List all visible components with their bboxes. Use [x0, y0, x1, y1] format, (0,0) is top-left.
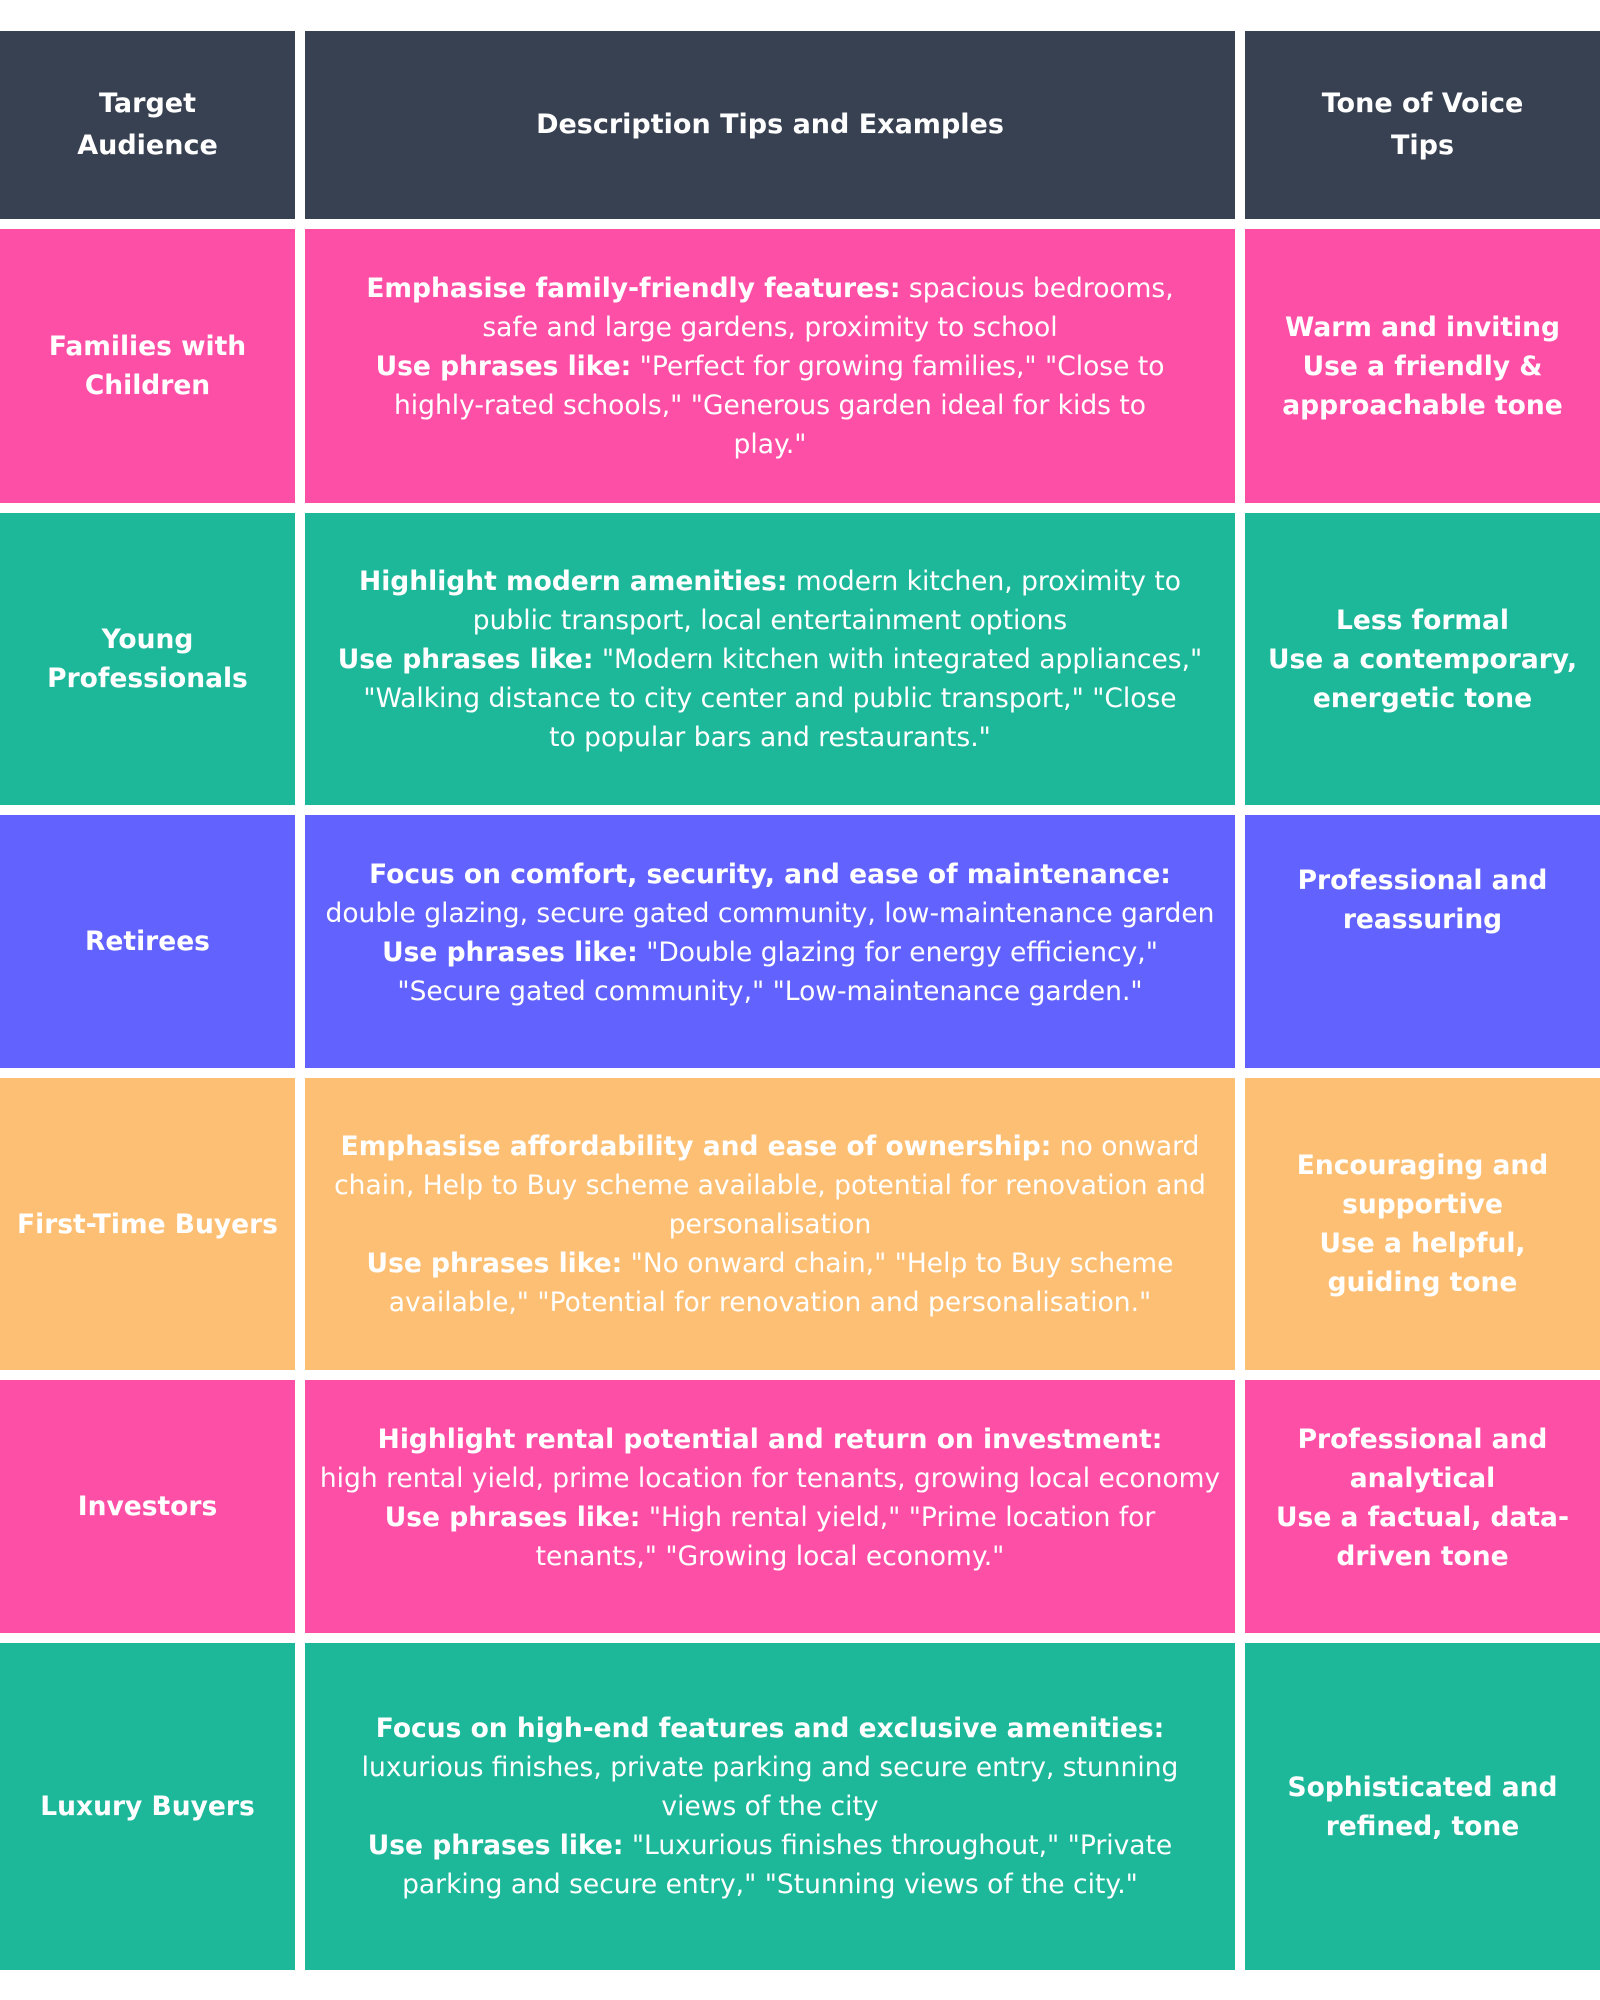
description-line: Use phrases like: "No onward chain," "Help to Buy scheme [366, 1247, 1174, 1279]
header-tone-of-voice [1245, 31, 1600, 219]
tone-line: Use a contemporary, [1267, 643, 1578, 675]
header-target-audience-line-1: Target [98, 88, 197, 119]
header-description-tips-label: Description Tips and Examples [536, 109, 1004, 140]
description-line: tenants," "Growing local economy." [535, 1540, 1005, 1572]
audience-cell-young-professionals [0, 513, 295, 805]
tone-line: Use a helpful, [1319, 1228, 1526, 1259]
description-line: highly-rated schools," "Generous garden ideal for kids to [393, 389, 1147, 421]
tone-line: Encouraging and [1296, 1150, 1549, 1181]
tone-cell-young-professionals [1245, 513, 1600, 805]
tone-line: driven tone [1336, 1540, 1509, 1572]
description-line: available," "Potential for renovation and personalisation." [388, 1286, 1152, 1318]
tone-line: analytical [1349, 1462, 1496, 1494]
description-line: Emphasise family-friendly features: spacious bedrooms, [366, 272, 1174, 304]
header-description-tips [305, 31, 1235, 219]
description-line: views of the city [661, 1791, 879, 1822]
description-line: Highlight rental potential and return on investment: [377, 1423, 1163, 1455]
tone-cell-families [1245, 229, 1600, 503]
audience-label: Young [101, 624, 194, 655]
description-line: chain, Help to Buy scheme available, potential for renovation and [334, 1169, 1206, 1201]
description-line: public transport, local entertainment options [472, 604, 1068, 636]
description-line: "Secure gated community," "Low-maintenance garden." [397, 975, 1143, 1007]
tone-line: reassuring [1342, 904, 1503, 935]
tone-line: approachable tone [1282, 389, 1563, 421]
description-line: parking and secure entry," "Stunning views of the city." [402, 1869, 1138, 1900]
description-line: Focus on comfort, security, and ease of maintenance: [369, 858, 1171, 890]
description-line: "Walking distance to city center and public transport," "Close [363, 682, 1177, 714]
header-tone-line-2: Tips [1390, 130, 1455, 161]
audience-label: Luxury Buyers [40, 1791, 255, 1822]
description-cell-families [305, 229, 1235, 503]
description-line: luxurious finishes, private parking and secure entry, stunning [361, 1752, 1179, 1783]
tone-line: Use a factual, data- [1276, 1501, 1569, 1533]
description-line: double glazing, secure gated community, low-maintenance garden [325, 897, 1215, 929]
description-line: Use phrases like: "Luxurious finishes throughout," "Private [367, 1830, 1173, 1861]
description-line: to popular bars and restaurants." [549, 721, 991, 753]
header-target-audience-line-2: Audience [77, 130, 218, 161]
description-cell-first-time-buyers [305, 1078, 1235, 1370]
tone-line: supportive [1342, 1189, 1503, 1220]
audience-cell-retirees [0, 815, 295, 1068]
tone-line: Warm and inviting [1285, 311, 1560, 343]
tone-cell-luxury-buyers [1245, 1643, 1600, 1970]
audience-label: First-Time Buyers [17, 1208, 278, 1240]
description-cell-retirees [305, 815, 1235, 1068]
audience-cell-families [0, 229, 295, 503]
description-line: Use phrases like: "Perfect for growing families," "Close to [375, 350, 1165, 382]
tone-line: Use a friendly & [1302, 350, 1543, 382]
description-line: personalisation [668, 1208, 872, 1240]
tone-cell-first-time-buyers [1245, 1078, 1600, 1370]
audience-label: Children [84, 370, 211, 401]
audience-label: Retirees [85, 926, 210, 957]
description-line: Use phrases like: "High rental yield," "Prime location for [384, 1501, 1156, 1533]
tone-line: refined, tone [1325, 1810, 1520, 1842]
description-line: play." [733, 428, 807, 460]
description-line: Emphasise affordability and ease of ownership: no onward [340, 1130, 1200, 1162]
description-line: safe and large gardens, proximity to school [482, 311, 1058, 343]
tone-line: guiding tone [1327, 1267, 1518, 1298]
audience-cell-first-time-buyers [0, 1078, 295, 1370]
description-cell-young-professionals [305, 513, 1235, 805]
description-line: Use phrases like: "Double glazing for energy efficiency," [382, 936, 1158, 968]
header-target-audience [0, 31, 295, 219]
description-cell-luxury-buyers [305, 1643, 1235, 1970]
tone-cell-investors [1245, 1380, 1600, 1633]
description-line: high rental yield, prime location for tenants, growing local economy [319, 1462, 1221, 1494]
description-line: Use phrases like: "Modern kitchen with integrated appliances," [337, 643, 1203, 675]
tone-cell-retirees [1245, 815, 1600, 1068]
audience-label: Professionals [47, 663, 248, 694]
audience-cell-investors [0, 1380, 295, 1633]
tone-line: Professional and [1297, 865, 1548, 896]
tone-line: Professional and [1297, 1423, 1548, 1455]
tone-line: Less formal [1335, 604, 1509, 636]
description-cell-investors [305, 1380, 1235, 1633]
description-line: Focus on high-end features and exclusive amenities: [375, 1713, 1165, 1744]
audience-label: Investors [77, 1491, 218, 1522]
audience-cell-luxury-buyers [0, 1643, 295, 1970]
header-tone-line-1: Tone of Voice [1321, 88, 1524, 119]
tone-line: Sophisticated and [1287, 1771, 1558, 1803]
audience-label: Families with [48, 331, 247, 362]
description-line: Highlight modern amenities: modern kitchen, proximity to [359, 565, 1181, 597]
tone-line: energetic tone [1312, 682, 1533, 714]
